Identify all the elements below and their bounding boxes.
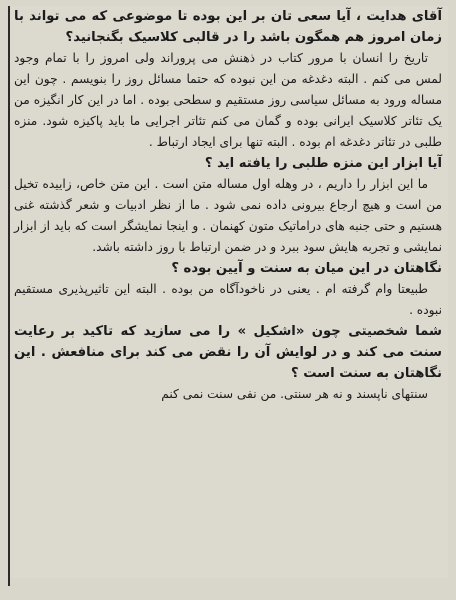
question-2: آیا ابزار این منزه طلبی را یافته اید ؟	[204, 156, 442, 171]
answer-2: ما این ابزار را داریم ، در وهله اول مساله متن است . این متن خاص، زاییده تخیل من است و هیچ ارجاع بیرونی داده نمی شود . ما از نظر ادبیات و شعر گذشته غنی هستیم و حتی جنبه های دراماتیک متون کهنمان . و اینجا نمایشگر است که باید از ابزار نمایشی و تجربه هایش سود ببرد و در ضمن ارتباط با روز داشته باشد.	[14, 177, 442, 254]
answer-1: تاریخ را انسان با مرور کتاب در ذهنش می پروراند ولی امروز را با تمام وجود لمس می کنم . البته دغدغه من این نبوده که حتما مسائل روز را بنویسم . چون این مساله ورود به مسائل سیاسی روز مستقیم و سطحی بوده . اما در این کار انگیزه من یک تئاتر کلاسیک ایرانی بوده و گمان می کنم تئاتر اجرایی ما باید پاکیزه شود. منزه طلبی در تئاتر دغدغه ام بوده . البته تنها برای ایجاد ارتباط .	[14, 51, 442, 149]
interview-article	[8, 6, 448, 586]
page-cut-edge	[10, 578, 448, 592]
question-3: نگاهتان در این میان به سنت و آیین بوده ؟	[171, 261, 442, 276]
question-4: شما شخصیتی چون «اشکیل » را می سازید که تاکید بر رعایت سنت می کند و در لوایش آن را نقض می کند برای منافعش . این نگاهتان به سنت است ؟	[14, 324, 442, 381]
answer-4: سنتهای ناپسند و نه هر سنتی. من نفی سنت نمی کنم	[161, 387, 428, 401]
question-1: آقای هدایت ، آیا سعی تان بر این بوده تا موضوعی که می تواند با زمان امروز هم همگون باشد را در قالبی کلاسیک بگنجانید؟	[14, 9, 442, 45]
answer-3: طبیعتا وام گرفته ام . یعنی در ناخودآگاه من بوده . البته این تاثیرپذیری مستقیم نبوده .	[14, 282, 442, 317]
